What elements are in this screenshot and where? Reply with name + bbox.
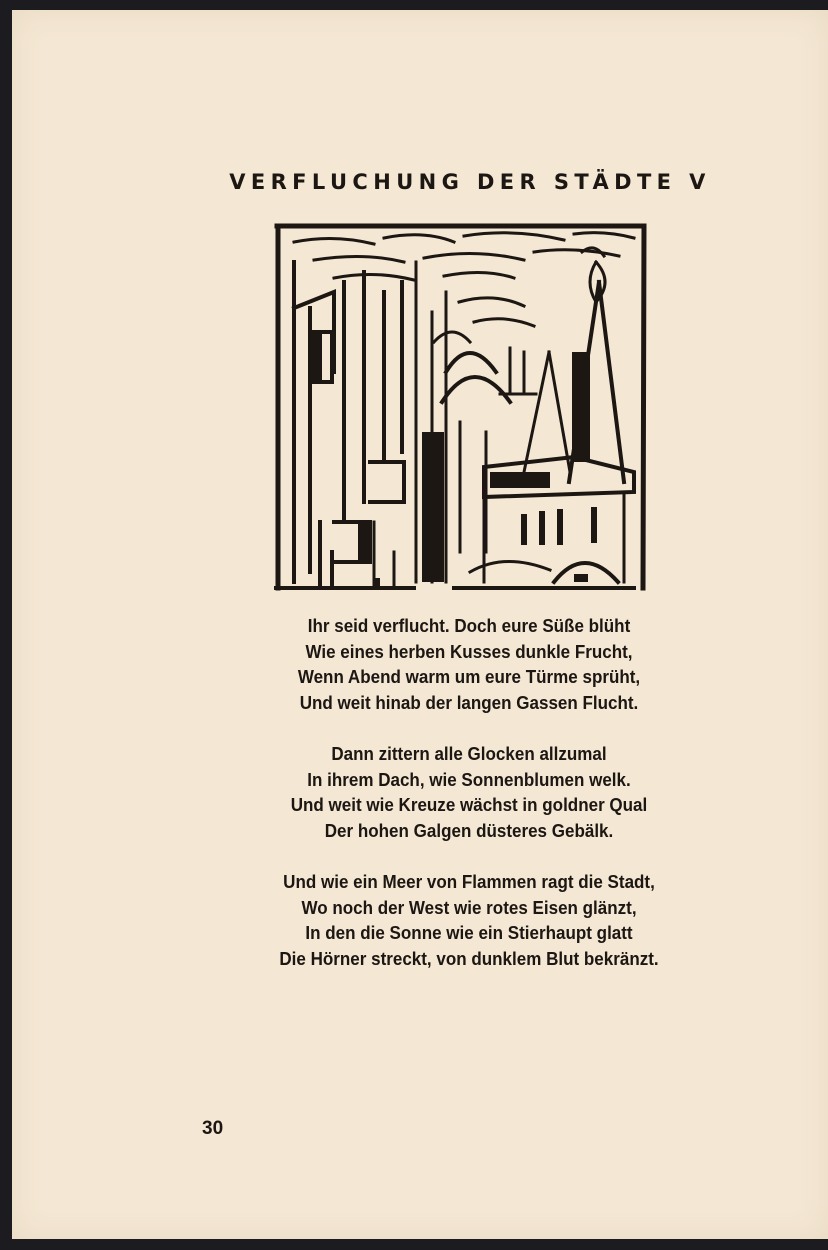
poem-line: Ihr seid verflucht. Doch eure Süße blüht xyxy=(307,615,631,636)
poem-line: In den die Sonne wie ein Stierhaupt glatt xyxy=(305,922,633,943)
poem-line: In ihrem Dach, wie Sonnenblumen welk. xyxy=(307,768,631,790)
stanza-1 xyxy=(49,613,828,715)
poem-line: Wo noch der West wie rotes Eisen glänzt, xyxy=(301,896,637,918)
poem-line: Die Hörner streckt, von dunklem Blut bekränzt. xyxy=(279,947,659,969)
poem-line: Der hohen Galgen düsteres Gebälk. xyxy=(324,819,614,841)
page-number: 30 xyxy=(202,1118,224,1139)
stanza-2 xyxy=(49,741,828,843)
book-page xyxy=(12,10,828,1239)
woodcut-illustration xyxy=(274,222,648,594)
poem-line: Und weit hinab der langen Gassen Flucht. xyxy=(299,691,639,713)
poem-body xyxy=(49,613,828,997)
poem-line: Wenn Abend warm um eure Türme sprüht, xyxy=(297,666,641,687)
poem-line: Und wie ein Meer von Flammen ragt die Stadt, xyxy=(283,871,655,892)
poem-line: Dann zittern alle Glocken allzumal xyxy=(331,743,607,764)
poem-line: Und weit wie Kreuze wächst in goldner Qual xyxy=(290,794,648,815)
poem-line: Wie eines herben Kusses dunkle Frucht, xyxy=(305,640,633,662)
stanza-3 xyxy=(49,869,828,971)
poem-title: VERFLUCHUNG DER STÄDTE V xyxy=(229,170,711,194)
